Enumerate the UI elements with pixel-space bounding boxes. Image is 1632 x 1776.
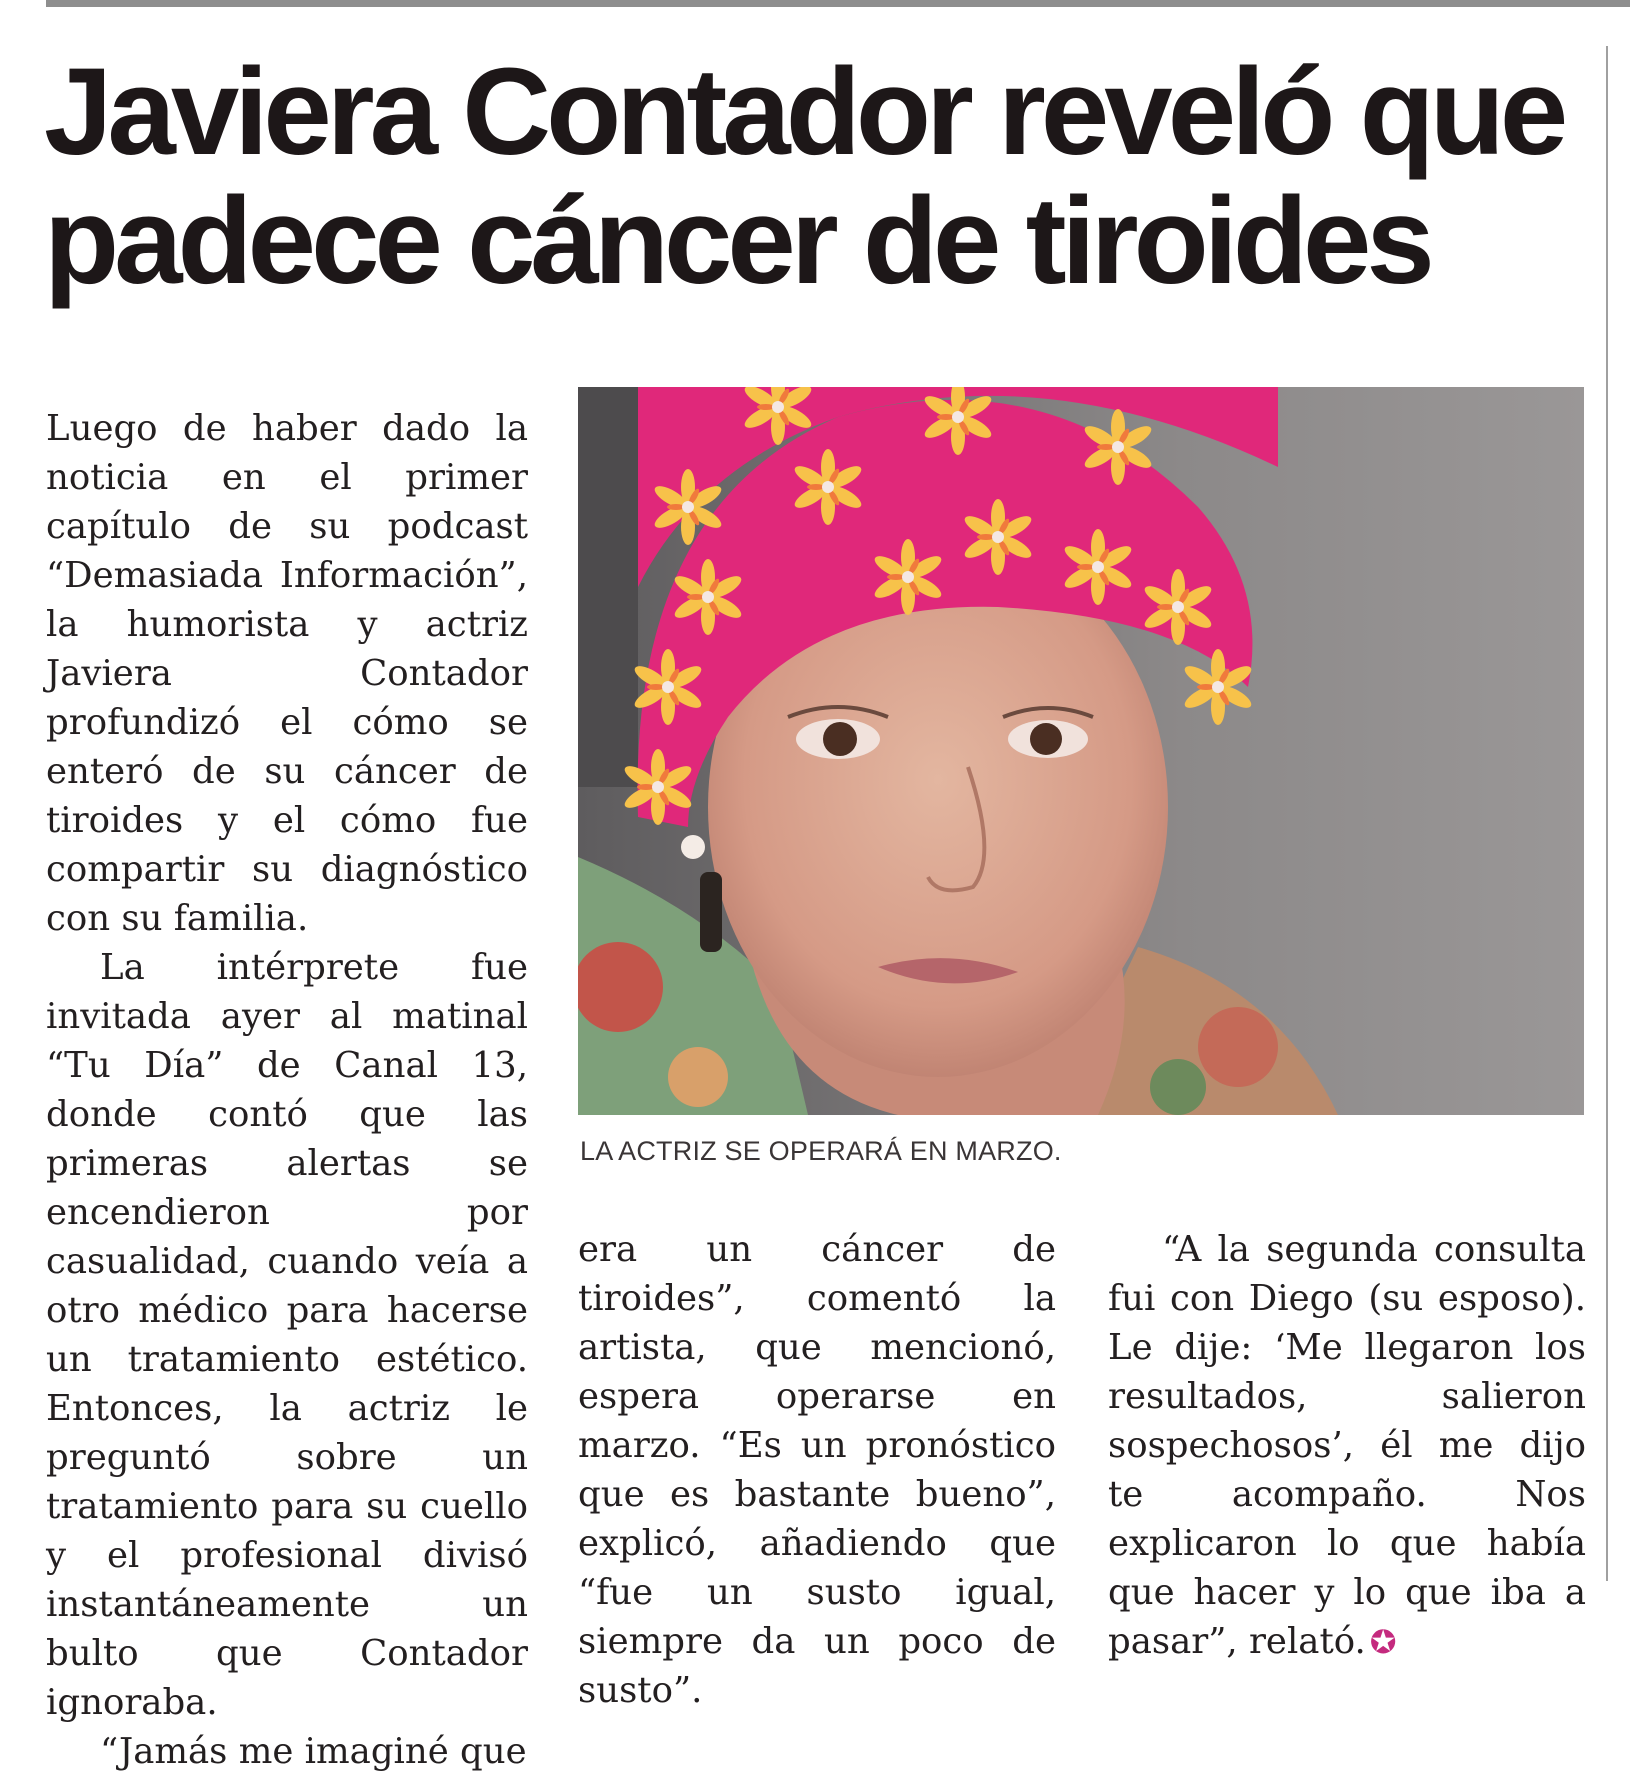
body-column-3 [1108,1225,1586,1667]
headline [44,44,1604,310]
photo-illustration [578,387,1584,1115]
column-rule [1606,46,1608,1581]
article-photo [578,387,1584,1115]
paragraph [1108,1225,1586,1667]
paragraph: “Jamás me imaginé que [100,1731,527,1772]
headline-line-1: Javiera Contador reveló que [44,44,1564,181]
body-column-2 [578,1225,1056,1715]
paragraph: La intérprete fue invitada ayer al matinal “Tu Día” de Canal 13, donde contó que las primeras alertas se encendieron por casualidad, cuando veía a otro médico para hacerse un tratamiento estético. Entonces, la actriz le preguntó sobre un tratamiento para su cuello y el profesional divisó instantáneamente un bulto que Contador ignoraba. [46,947,528,1723]
headline-line-2: padece cáncer de tiroides [44,173,1430,310]
top-rule [46,0,1630,7]
paragraph: era un cáncer de tiroides”, comentó la artista, que mencionó, espera operarse en marzo. “Es un pronóstico que es bastante bueno”, explicó, añadiendo que “fue un susto igual, siempre da un poco de susto”. [578,1229,1056,1711]
paragraph: Luego de haber dado la noticia en el primer capítulo de su podcast “Demasiada Información”, la humorista y actriz Javiera Contador profundizó el cómo se enteró de su cáncer de tiroides y el cómo fue compartir su diagnóstico con su familia. [46,408,528,939]
body-column-1 [46,404,528,1776]
end-mark-icon: ✪ [1369,1623,1397,1661]
photo-caption: LA ACTRIZ SE OPERARÁ EN MARZO. [580,1136,1062,1166]
paragraph-text: “A la segunda consulta fui con Diego (su esposo). Le dije: ‘Me llegaron los resultados, salieron sospechosos’, él me dijo te acompaño. Nos explicaron lo que había que hacer y lo que iba a pasar”, relató. [1108,1229,1586,1662]
